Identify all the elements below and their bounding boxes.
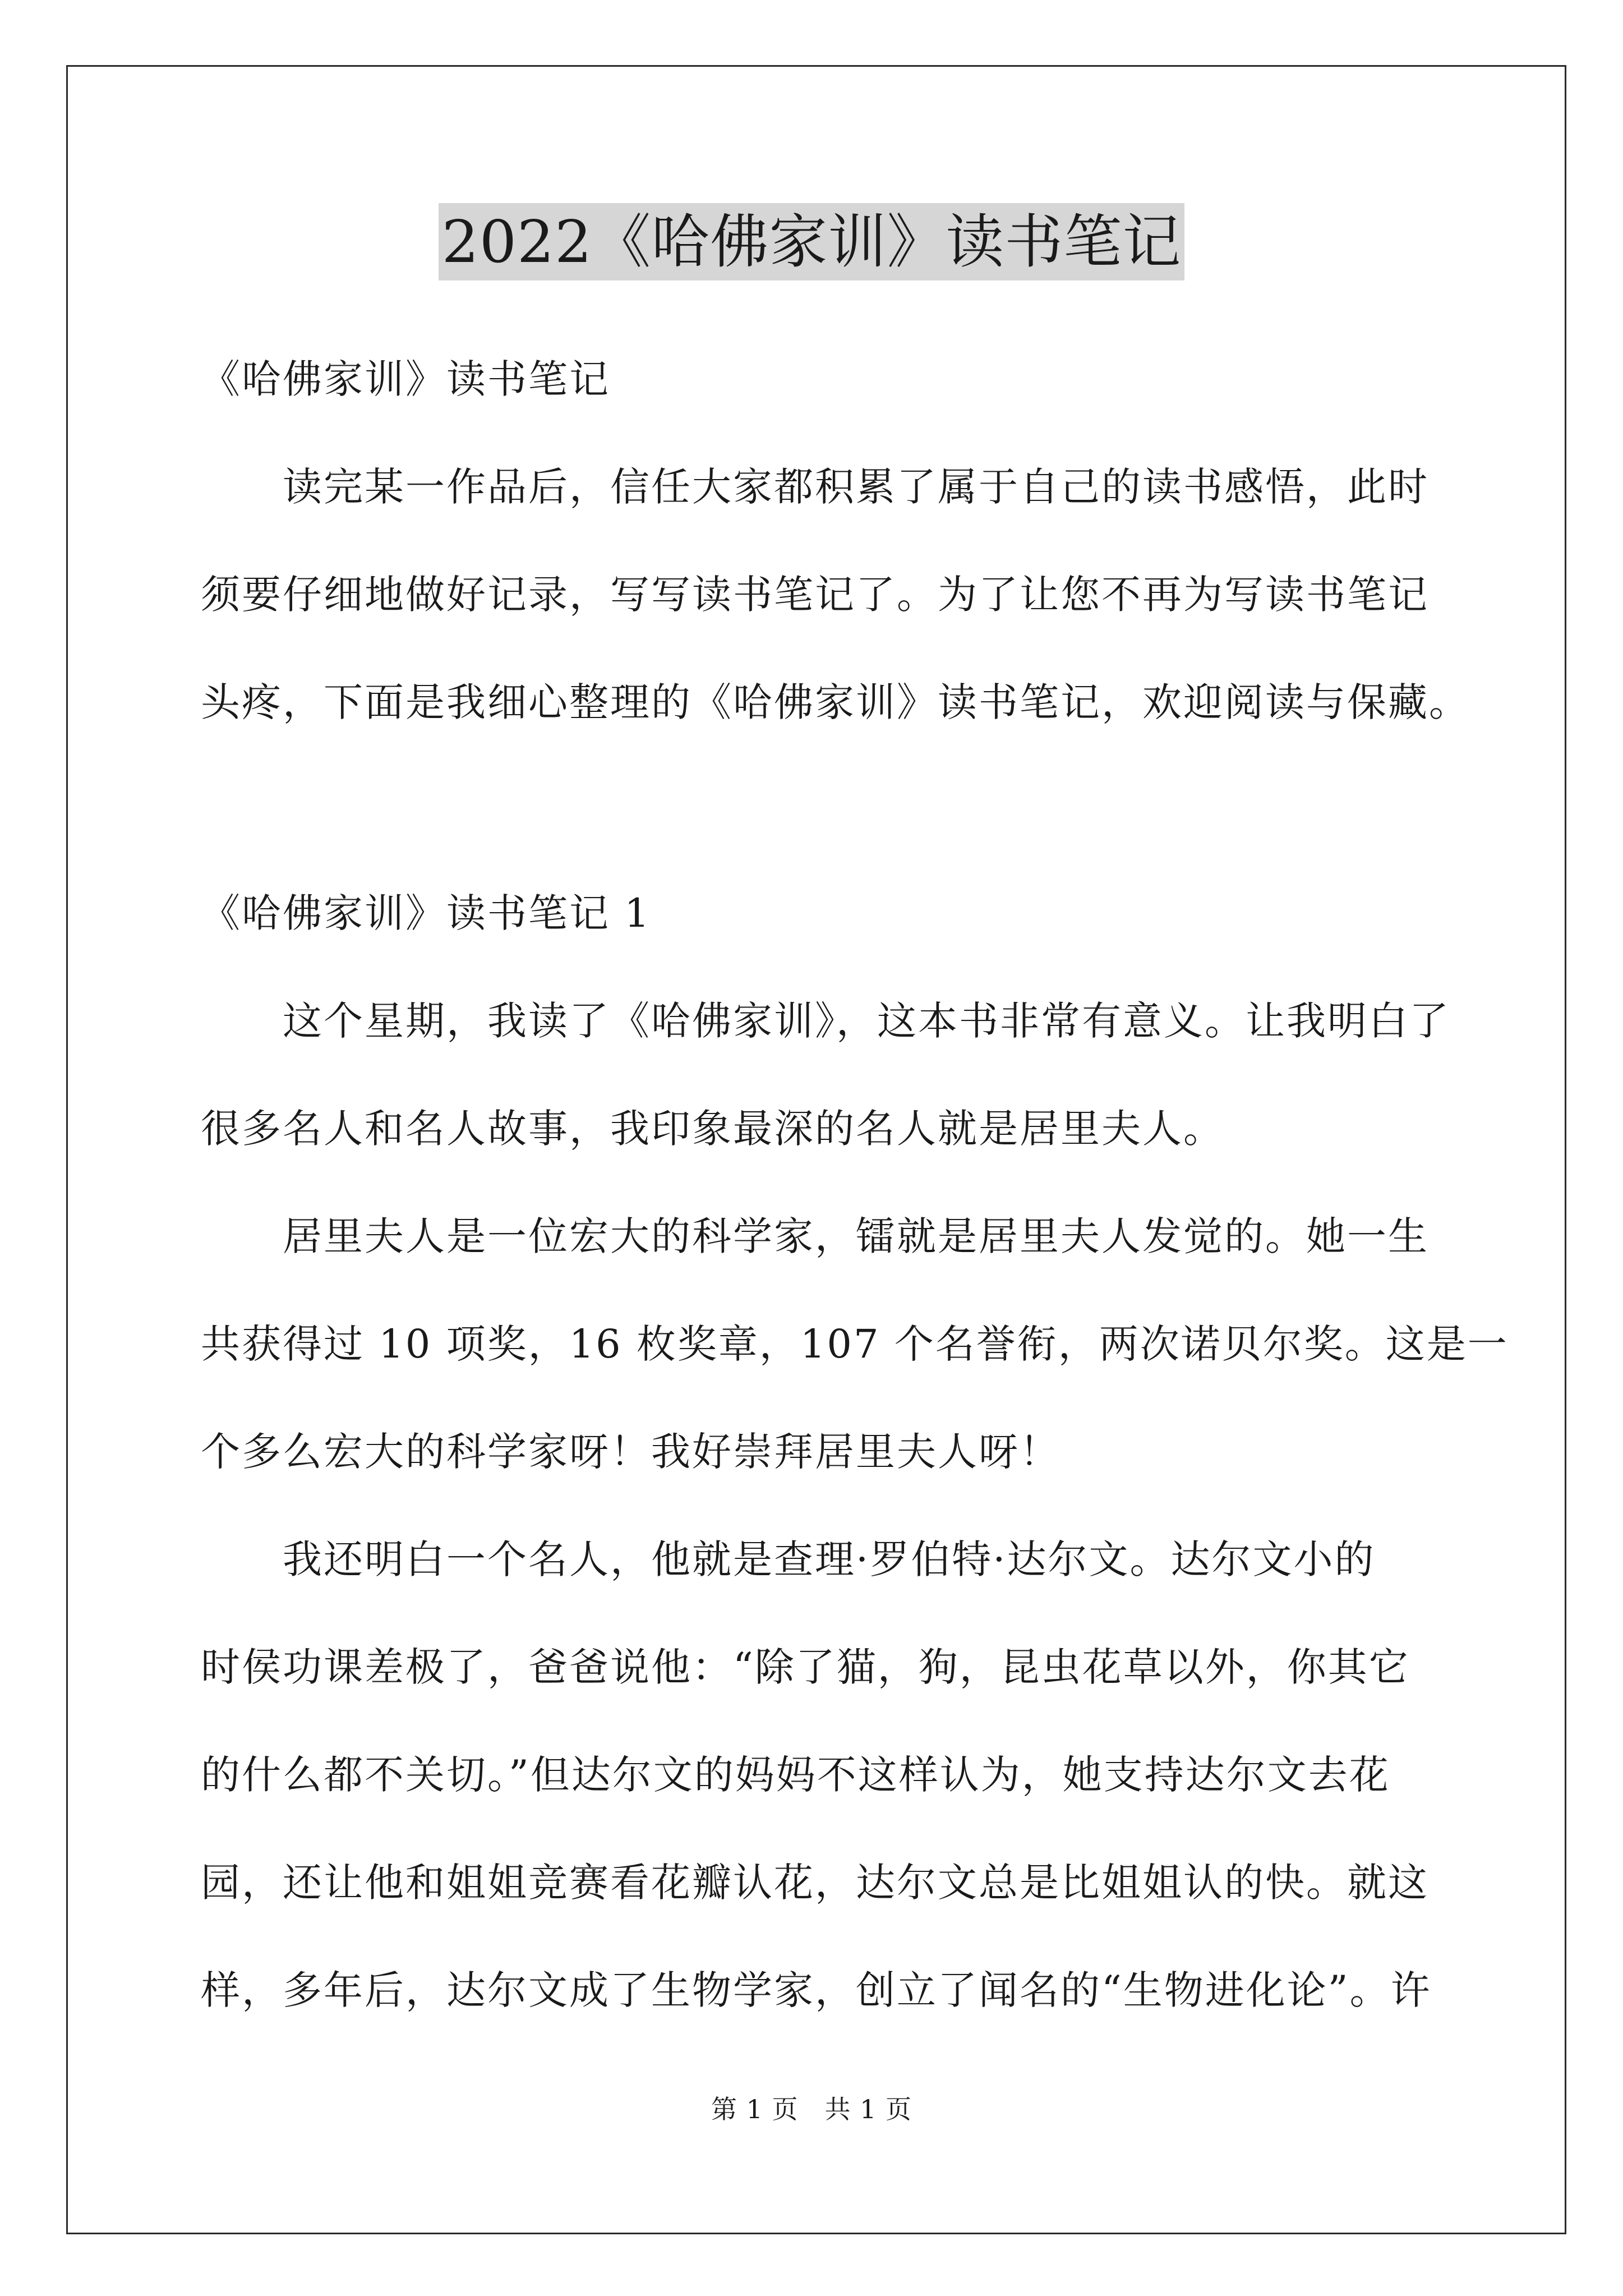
paragraph-line: 这个星期，我读了《哈佛家训》，这本书非常有意义。让我明白了 bbox=[283, 998, 1450, 1044]
intro-line: 读完某一作品后，信任大家都积累了属于自己的读书感悟，此时 bbox=[283, 464, 1429, 510]
paragraph-line: 居里夫人是一位宏大的科学家，镭就是居里夫人发觉的。她一生 bbox=[283, 1213, 1429, 1259]
paragraph-line: 很多名人和名人故事，我印象最深的名人就是居里夫人。 bbox=[201, 1106, 1224, 1152]
title-container bbox=[0, 203, 1623, 280]
paragraph-line: 时侯功课差极了，爸爸说他：“除了猫，狗，昆虫花草以外，你其它 bbox=[201, 1644, 1410, 1690]
paragraph-line: 样，多年后，达尔文成了生物学家，创立了闻名的“生物进化论”。许 bbox=[201, 1967, 1432, 2013]
page-number: 第 1 页 共 1 页 bbox=[711, 2094, 912, 2124]
subtitle: 《哈佛家训》读书笔记 bbox=[201, 356, 610, 402]
section-heading: 《哈佛家训》读书笔记 1 bbox=[201, 890, 651, 936]
paragraph-line: 我还明白一个名人，他就是查理·罗伯特·达尔文。达尔文小的 bbox=[283, 1536, 1376, 1582]
intro-line: 须要仔细地做好记录，写写读书笔记了。为了让您不再为写读书笔记 bbox=[201, 572, 1429, 618]
document-title: 2022《哈佛家训》读书笔记 bbox=[439, 203, 1185, 280]
page-footer bbox=[0, 2092, 1623, 2126]
paragraph-line: 个多么宏大的科学家呀！我好崇拜居里夫人呀！ bbox=[201, 1429, 1061, 1475]
paragraph-line: 园，还让他和姐姐竞赛看花瓣认花，达尔文总是比姐姐认的快。就这 bbox=[201, 1860, 1429, 1906]
paragraph-line: 的什么都不关切。”但达尔文的妈妈不这样认为，她支持达尔文去花 bbox=[201, 1752, 1390, 1798]
paragraph-line: 共获得过 10 项奖，16 枚奖章，107 个名誉衔，两次诺贝尔奖。这是一 bbox=[201, 1321, 1509, 1367]
intro-line: 头疼，下面是我细心整理的《哈佛家训》读书笔记，欢迎阅读与保藏。 bbox=[201, 679, 1470, 725]
